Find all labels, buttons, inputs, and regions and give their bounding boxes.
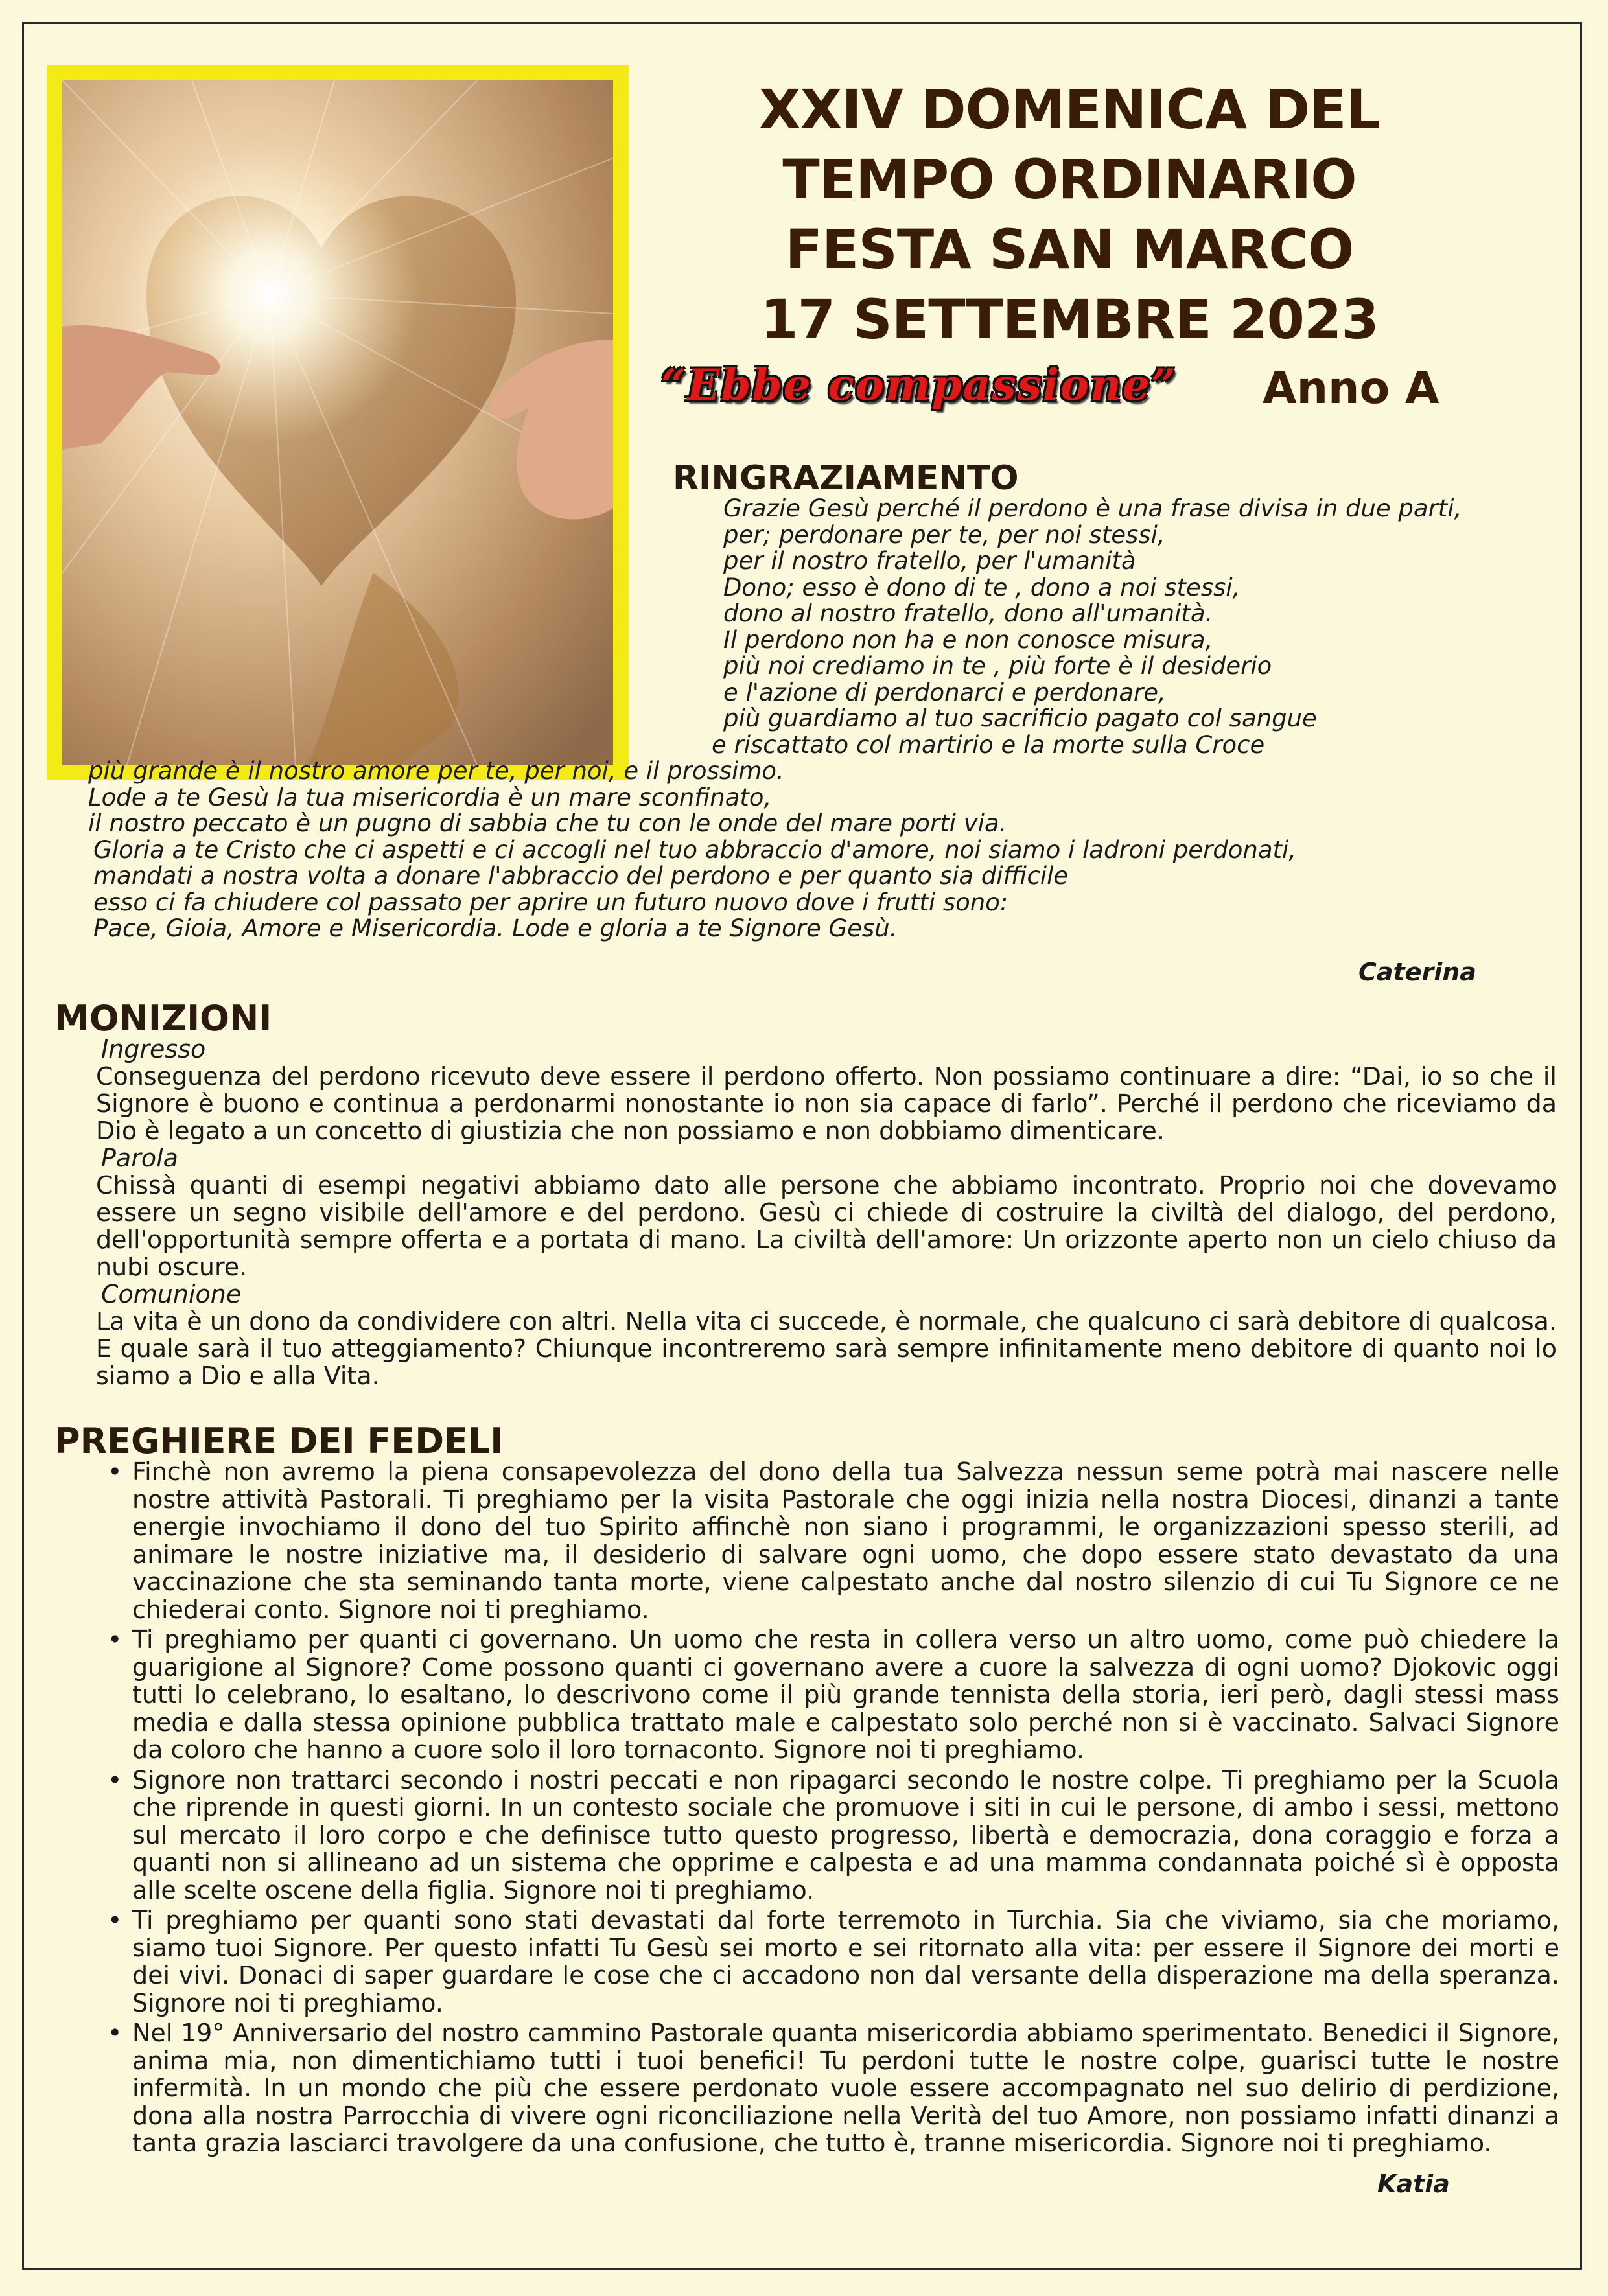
- monizioni-heading: MONIZIONI: [54, 998, 272, 1039]
- author-caterina: Caterina: [1358, 958, 1476, 986]
- title-line: 17 SETTEMBRE 2023: [760, 288, 1379, 351]
- ring-line: Dono; esso è dono di te , dono a noi stessi,: [723, 573, 1241, 601]
- ring-line: e l'azione di perdonarci e perdonare,: [723, 678, 1166, 706]
- ring-line: per il nostro fratello, per l'umanità: [723, 547, 1136, 575]
- author-katia: Katia: [1377, 2170, 1450, 2198]
- monizione-text: Conseguenza del perdono ricevuto deve essere il perdono offerto. Non possiamo continuare a dire: “Dai, io so che il Signore è buono e continua a perdonarmi nonostante io non sia capace di farlo”. Perché il perdono che riceviamo da Dio è legato a un concetto di giustizia che non possiamo e non dobbiamo dimenticare.: [96, 1062, 1557, 1145]
- ring-line: dono al nostro fratello, dono all'umanità.: [723, 599, 1213, 627]
- prayer-item: • Ti preghiamo per quanti sono stati devastati dal forte terremoto in Turchia. Sia che viviamo, sia che moriamo, siamo tuoi Signore. Per questo infatti Tu Gesù sei morto e sei ritornato alla vita: per essere il Signore dei morti e dei vivi. Donaci di saper guardare le cose che ci accadono non dal versante della disperazione ma della speranza. Signore noi ti preghiamo.: [132, 1907, 1559, 2017]
- ring-line: il nostro peccato è un pugno di sabbia che tu con le onde del mare porti via.: [88, 809, 1007, 837]
- prayer-item: • Signore non trattarci secondo i nostri peccati e non ripagarci secondo le nostre colpe. Ti preghiamo per la Scuola che riprende in questi giorni. In un contesto sociale che promuove i siti in cui le persone, di ambo i sessi, mettono sul mercato il loro corpo e che definisce tutto questo progresso, libertà e democrazia, dona coraggio e forza a quanti non si allineano ad un sistema che opprime e calpesta e ad una mamma condannata poiché sì è opposta alle scelte oscene della figlia. Signore noi ti preghiamo.: [132, 1767, 1559, 1905]
- prayer-item: • Ti preghiamo per quanti ci governano. Un uomo che resta in collera verso un altro uomo, come può chiedere la guarigione al Signore? Come possono quanti ci governano avere a cuore la salvezza di ogni uomo? Djokovic oggi tutti lo celebrano, lo esaltano, lo descrivono come il più grande tennista della storia, ieri però, dagli stessi mass media e dalla stessa opinione pubblica trattato male e calpestato solo perché non si è vaccinato. Salvaci Signore da coloro che hanno a cuore solo il loro tornaconto. Signore noi ti preghiamo.: [132, 1626, 1559, 1764]
- ring-line: esso ci fa chiudere col passato per aprire un futuro nuovo dove i frutti sono:: [93, 888, 1008, 916]
- ring-line: più guardiamo al tuo sacrificio pagato col sangue: [723, 704, 1317, 732]
- monizione-label: Ingresso: [101, 1035, 206, 1063]
- ring-line: e riscattato col martirio e la morte sulla Croce: [712, 730, 1265, 759]
- ring-line: Gloria a te Cristo che ci aspetti e ci accogli nel tuo abbraccio d'amore, noi siamo i ladroni perdonati,: [93, 835, 1297, 864]
- ring-line: per; perdonare per te, per noi stessi,: [723, 520, 1165, 549]
- ring-line: Il perdono non ha e non conosce misura,: [723, 625, 1213, 654]
- ringraziamento-text: [0, 496, 1608, 942]
- preghiere-heading: PREGHIERE DEI FEDELI: [54, 1421, 504, 1461]
- liturgical-year: Anno A: [1263, 363, 1439, 414]
- ring-line: mandati a nostra volta a donare l'abbraccio del perdono e per quanto sia difficile: [93, 862, 1069, 890]
- page-title: [726, 75, 1413, 354]
- ring-line: più noi crediamo in te , più forte è il desiderio: [723, 652, 1272, 680]
- title-line: FESTA SAN MARCO: [785, 218, 1354, 281]
- monizione-text: La vita è un dono da condividere con altri. Nella vita ci succede, è normale, che qualcuno ci sarà debitore di qualcosa. E quale sarà il tuo atteggiamento? Chiunque incontreremo sarà sempre infinitamente meno debitore di quanto noi lo siamo a Dio e alla Vita.: [96, 1307, 1557, 1390]
- title-line: TEMPO ORDINARIO: [782, 148, 1357, 211]
- prayer-item: • Nel 19° Anniversario del nostro cammino Pastorale quanta misericordia abbiamo sperimentato. Benedici il Signore, anima mia, non dimentichiamo tutti i tuoi benefici! Tu perdoni tutte le nostre colpe, guarisci tutte le nostre infermità. In un mondo che più che essere perdonato vuole essere accompagnato nel suo delirio di perdizione, dona alla nostra Parrocchia di vivere ogni riconciliazione nella Verità del tuo Amore, non possiamo infatti dinanzi a tanta grazia lasciarci travolgere da una confusione, che tutto è, tranne misericordia. Signore noi ti preghiamo.: [132, 2019, 1559, 2157]
- title-line: XXIV DOMENICA DEL: [758, 78, 1381, 141]
- ring-line: più grande è il nostro amore per te, per noi, e il prossimo.: [88, 757, 784, 785]
- monizione-label: Comunione: [101, 1280, 242, 1308]
- preghiere-list: [104, 1458, 1559, 2160]
- monizioni-list: [96, 1036, 1557, 1389]
- prayer-item: • Finchè non avremo la piena consapevolezza del dono della tua Salvezza nessun seme potrà mai nascere nelle nostre attività Pastorali. Ti preghiamo per la visita Pastorale che oggi inizia nella nostra Diocesi, dinanzi a tante energie invochiamo il dono del tuo Spirito affinchè non siano i programmi, le organizzazioni spesso sterili, ad animare le nostre iniziative ma, il desiderio di salvare ogni uomo, che dopo essere stato devastato da una vaccinazione che sta seminando tanta morte, viene calpestato anche dal nostro silenzio di cui Tu Signore ce ne chiederai conto. Signore noi ti preghiamo.: [132, 1458, 1559, 1623]
- motto: “Ebbe compassione”: [661, 360, 1177, 410]
- monizione-label: Parola: [101, 1144, 178, 1172]
- ring-line: Pace, Gioia, Amore e Misericordia. Lode e gloria a te Signore Gesù.: [93, 914, 898, 942]
- ring-line: Lode a te Gesù la tua misericordia è un mare sconfinato,: [88, 783, 772, 811]
- ring-line: Grazie Gesù perché il perdono è una frase divisa in due parti,: [723, 494, 1462, 522]
- monizione-text: Chissà quanti di esempi negativi abbiamo dato alle persone che abbiamo incontrato. Proprio noi che dovevamo essere un segno visibile dell'amore e del perdono. Gesù ci chiede di costruire la civiltà del dialogo, del perdono, dell'opportunità sempre offerta e a portata di mano. La civiltà dell'amore: Un orizzonte aperto non un cielo chiuso da nubi oscure.: [96, 1171, 1557, 1281]
- ringraziamento-heading: RINGRAZIAMENTO: [673, 459, 1019, 498]
